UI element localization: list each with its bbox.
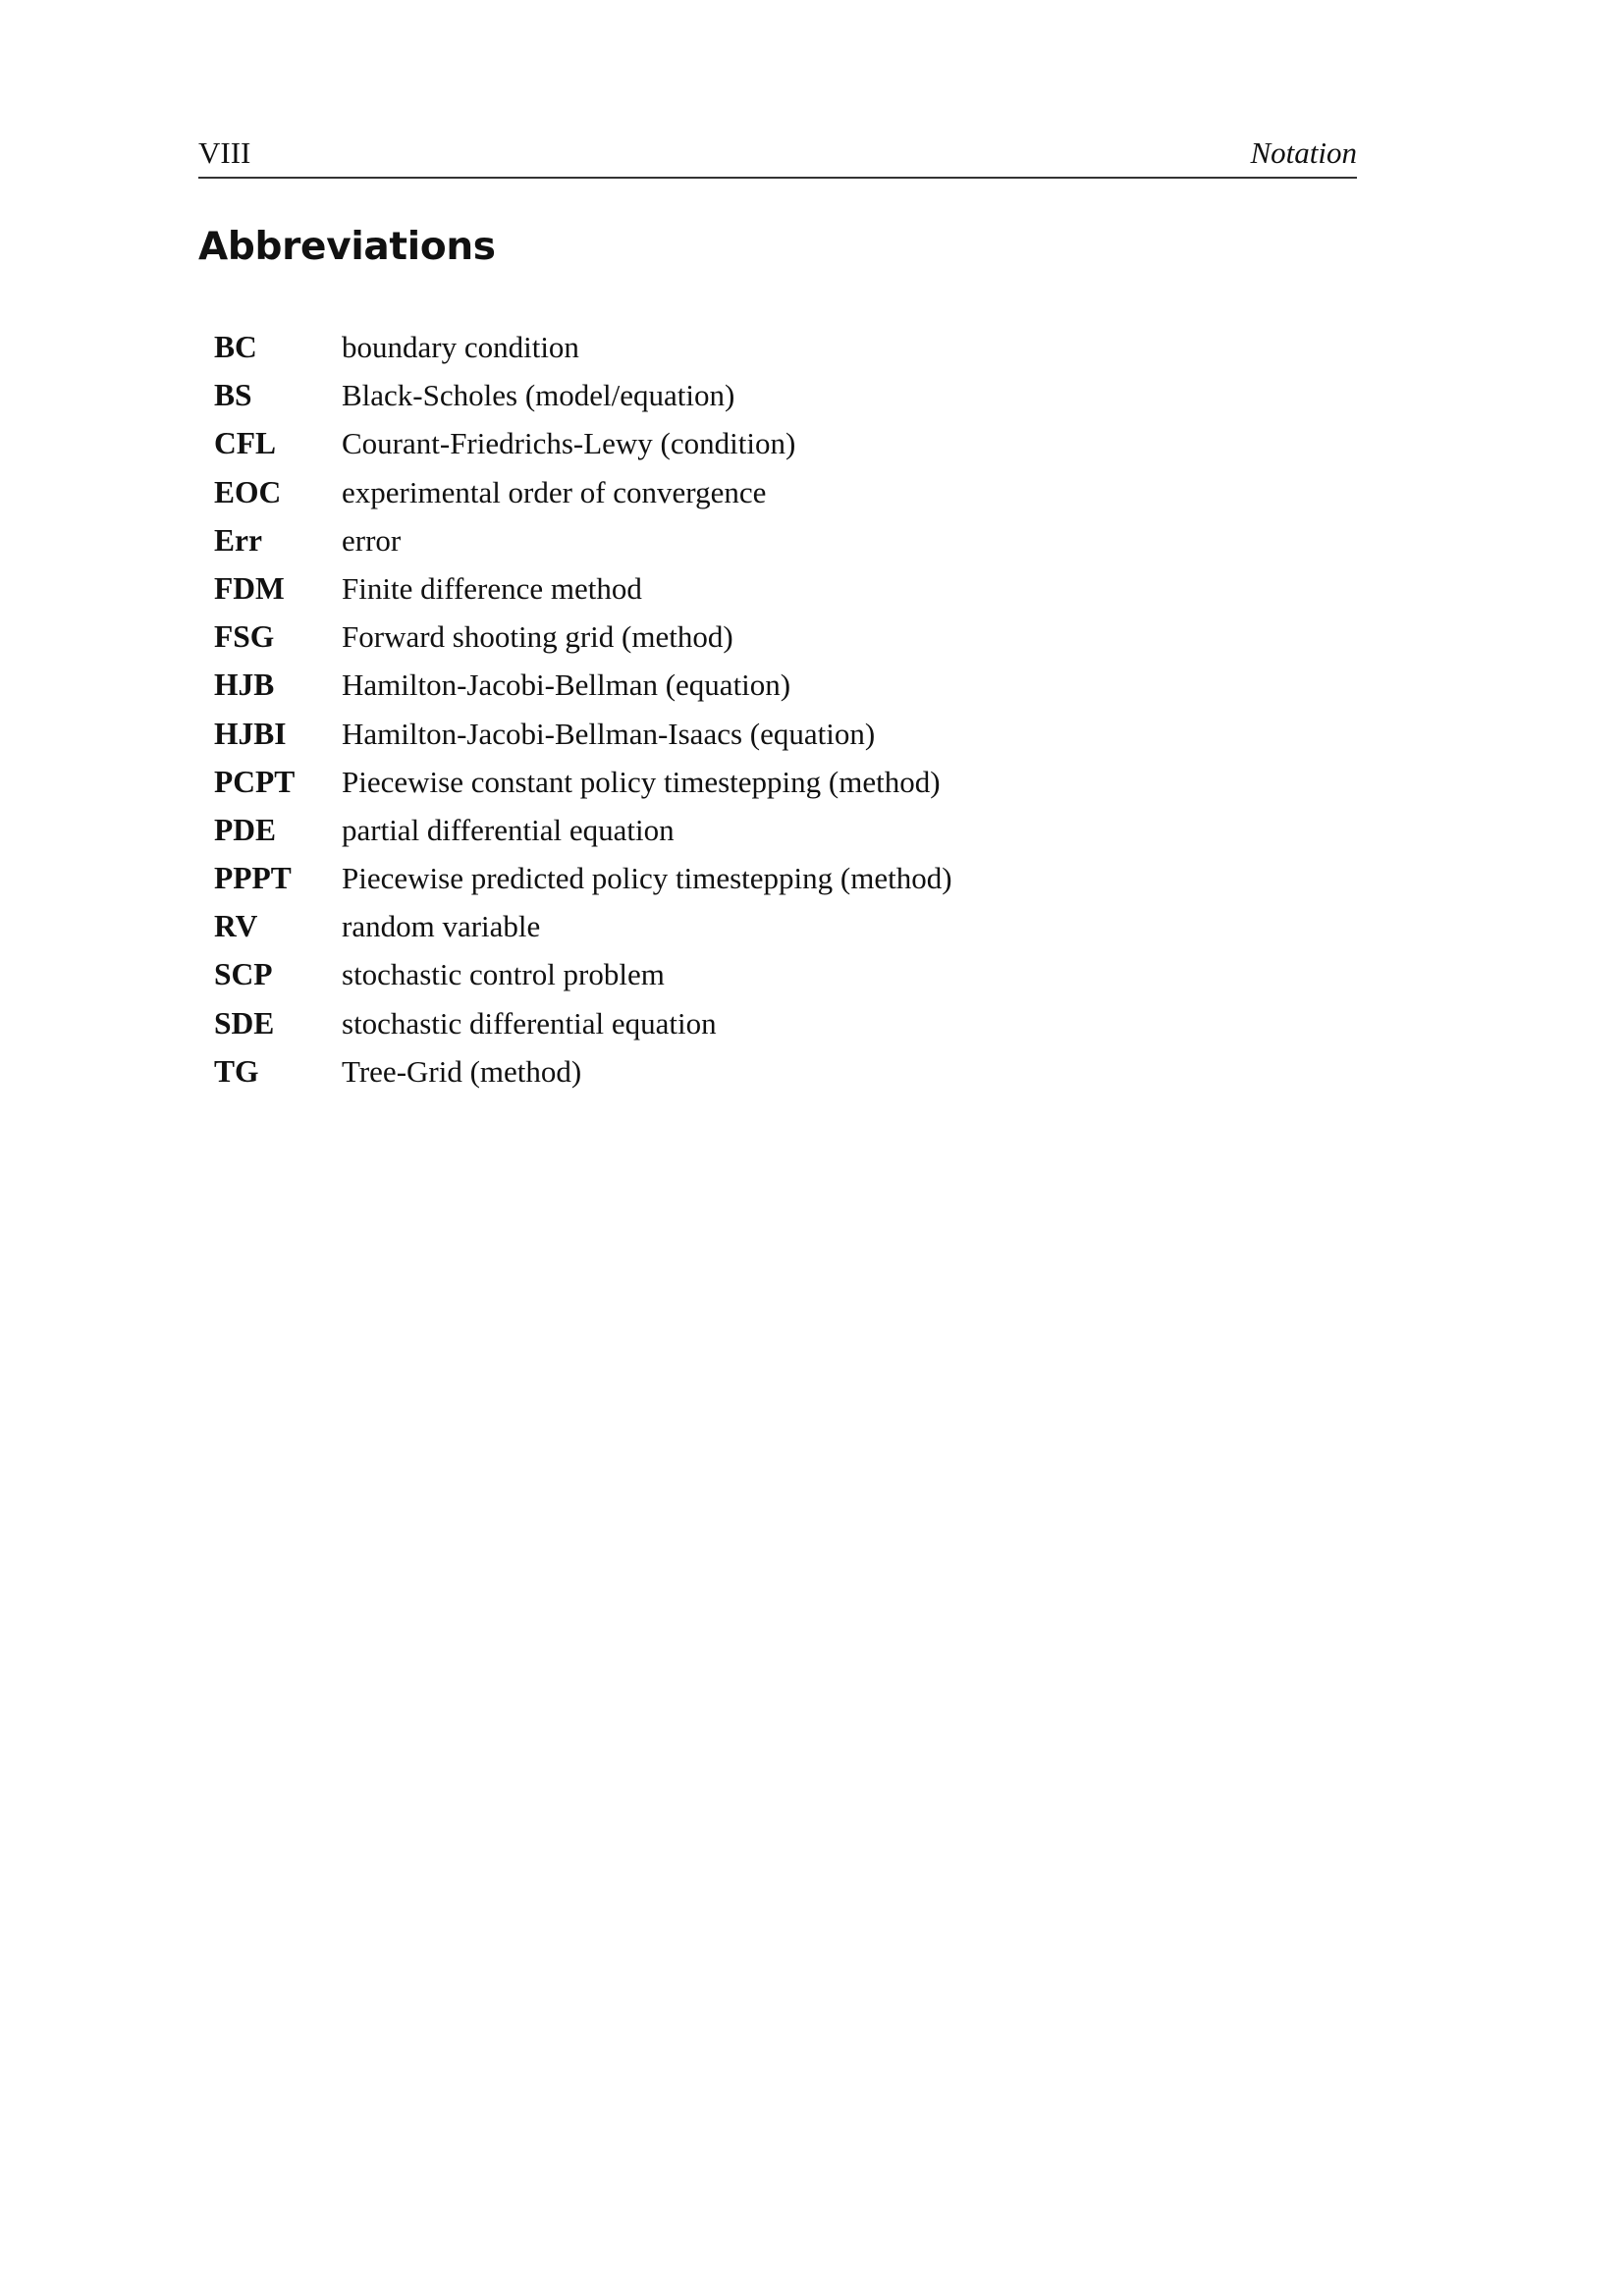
abbreviation-definition: boundary condition [342,330,579,364]
abbreviation-term: SCP [214,957,273,992]
abbreviation-row [214,1047,952,1095]
abbreviation-row [214,950,952,998]
abbreviation-term: SDE [214,1005,275,1041]
abbreviation-definition: Tree-Grid (method) [342,1053,582,1089]
section-title: Abbreviations [198,225,496,269]
abbreviation-term: Err [214,522,262,558]
abbreviation-row [214,806,952,854]
abbreviation-term: FSG [214,619,275,655]
abbreviation-definition: Hamilton-Jacobi-Bellman-Isaacs (equation) [342,716,876,751]
abbreviation-row [214,661,952,709]
abbreviation-definition: random variable [342,909,541,944]
abbreviation-term: CFL [214,426,276,461]
abbreviation-term: PCPT [214,764,296,799]
abbreviation-term: RV [214,909,258,944]
abbreviation-row [214,758,952,806]
abbreviation-list [214,323,952,1095]
abbreviation-definition: Hamilton-Jacobi-Bellman (equation) [342,667,791,703]
abbreviation-term: TG [214,1053,259,1089]
abbreviation-row [214,564,952,613]
abbreviation-term: BS [214,378,252,413]
abbreviation-term: EOC [214,474,282,509]
page-number: VIII [198,135,251,170]
abbreviation-definition: Black-Scholes (model/equation) [342,378,735,413]
abbreviation-term: HJB [214,667,275,703]
abbreviation-row [214,999,952,1047]
abbreviation-row [214,613,952,661]
abbreviation-term: BC [214,330,257,364]
abbreviation-definition: error [342,522,402,558]
abbreviation-row [214,371,952,419]
abbreviation-definition: Courant-Friedrichs-Lewy (condition) [342,426,796,461]
abbreviation-row [214,710,952,758]
abbreviation-row [214,323,952,371]
abbreviation-row [214,516,952,564]
abbreviation-term: PPPT [214,861,292,896]
abbreviation-term: FDM [214,570,285,606]
abbreviation-row [214,468,952,516]
abbreviation-definition: stochastic differential equation [342,1005,717,1041]
abbreviation-row [214,902,952,950]
abbreviation-definition: experimental order of convergence [342,474,767,509]
abbreviation-definition: Forward shooting grid (method) [342,619,733,655]
abbreviation-definition: partial differential equation [342,812,675,847]
abbreviation-definition: stochastic control problem [342,957,665,992]
abbreviation-row [214,854,952,902]
abbreviation-term: PDE [214,812,276,847]
abbreviation-definition: Piecewise predicted policy timestepping (method) [342,861,952,896]
running-title: Notation [1250,135,1357,170]
abbreviation-row [214,419,952,467]
abbreviation-definition: Piecewise constant policy timestepping (method) [342,764,941,799]
abbreviation-definition: Finite difference method [342,570,642,606]
page-header [198,135,1357,179]
abbreviation-term: HJBI [214,716,287,751]
